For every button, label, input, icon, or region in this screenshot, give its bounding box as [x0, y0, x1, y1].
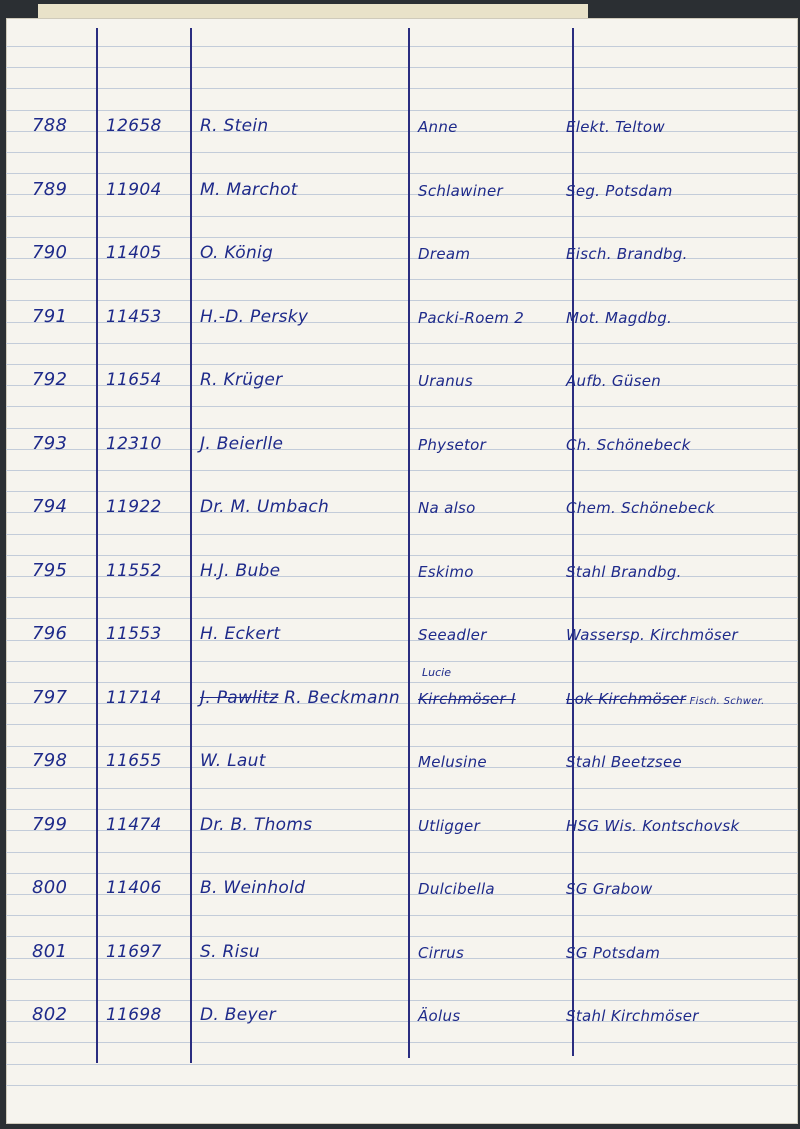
- entry-number: 11698: [106, 1005, 162, 1025]
- entry-name: J. Beierlle: [200, 434, 284, 454]
- struck-name: J. Pawlitz: [200, 688, 279, 708]
- entry-number: 11714: [106, 688, 162, 708]
- entry-boat: Eskimo: [418, 563, 474, 581]
- ruled-line: [6, 724, 798, 725]
- entry-row: [6, 293, 798, 333]
- ruled-line: [6, 67, 798, 68]
- entry-index: 794: [32, 496, 68, 517]
- ruled-line: [6, 852, 798, 853]
- entry-index: 801: [32, 941, 68, 962]
- entry-row: [6, 420, 798, 460]
- entry-name: M. Marchot: [200, 180, 298, 200]
- ruled-line: [6, 46, 798, 47]
- entry-row: [6, 737, 798, 777]
- entry-name-group: [200, 688, 400, 708]
- entry-number: 11553: [106, 624, 162, 644]
- entry-number: 11406: [106, 878, 162, 898]
- entry-club: Chem. Schönebeck: [566, 499, 716, 517]
- entry-club: HSG Wis. Kontschovsk: [566, 817, 740, 835]
- entry-club: Mot. Magdbg.: [566, 309, 673, 327]
- entry-number: 11655: [106, 751, 162, 771]
- entry-name: S. Risu: [200, 942, 260, 962]
- entry-club: Stahl Kirchmöser: [566, 1007, 699, 1025]
- entry-name: W. Laut: [200, 751, 266, 771]
- entry-row: [6, 666, 798, 714]
- entry-name: B. Weinhold: [200, 878, 306, 898]
- entry-club: Elekt. Teltow: [566, 118, 665, 136]
- entry-row: [6, 610, 798, 650]
- entry-club: Wassersp. Kirchmöser: [566, 626, 739, 644]
- entry-index: 793: [32, 433, 68, 454]
- entry-club: Aufb. Güsen: [566, 372, 662, 390]
- entry-boat: Schlawiner: [418, 182, 503, 200]
- entry-club: Seg. Potsdam: [566, 182, 673, 200]
- entry-row: [6, 991, 798, 1031]
- entry-boat: Physetor: [418, 436, 487, 454]
- entry-boat: Seeadler: [418, 626, 487, 644]
- entry-name: Dr. B. Thoms: [200, 815, 313, 835]
- entry-name: H.J. Bube: [200, 561, 281, 581]
- entry-club: SG Grabow: [566, 880, 653, 898]
- entry-number: 11552: [106, 561, 162, 581]
- entry-boat: Packi-Roem 2: [418, 309, 525, 327]
- entry-name: D. Beyer: [200, 1005, 276, 1025]
- entry-boat: Äolus: [418, 1007, 461, 1025]
- ruled-line: [6, 597, 798, 598]
- ruled-line: [6, 661, 798, 662]
- entry-boat: Utligger: [418, 817, 481, 835]
- ruled-line: [6, 88, 798, 89]
- entry-boat: Anne: [418, 118, 458, 136]
- entry-boat: Cirrus: [418, 944, 465, 962]
- entry-name: R. Stein: [200, 116, 269, 136]
- ruled-line: [6, 788, 798, 789]
- entry-name: Dr. M. Umbach: [200, 497, 330, 517]
- entry-row: [6, 928, 798, 968]
- entry-club: Ch. Schönebeck: [566, 436, 691, 454]
- entry-row: [6, 166, 798, 206]
- entry-number: 11405: [106, 243, 162, 263]
- ruled-line: [6, 279, 798, 280]
- ruled-line: [6, 470, 798, 471]
- ruled-line: [6, 1085, 798, 1086]
- entry-row: [6, 864, 798, 904]
- entry-boat: Melusine: [418, 753, 487, 771]
- entry-index: 789: [32, 179, 68, 200]
- entry-number: 11474: [106, 815, 162, 835]
- entry-row: [6, 547, 798, 587]
- ruled-line: [6, 534, 798, 535]
- entry-boat: Uranus: [418, 372, 473, 390]
- ruled-line: [6, 979, 798, 980]
- entry-index: 799: [32, 814, 68, 835]
- entry-number: 11697: [106, 942, 162, 962]
- entry-number: 11904: [106, 180, 162, 200]
- entry-index: 796: [32, 623, 68, 644]
- entry-number: 12310: [106, 434, 162, 454]
- entry-index: 792: [32, 369, 68, 390]
- entry-index: 797: [32, 687, 68, 708]
- entry-index: 798: [32, 750, 68, 771]
- struck-club: Lok Kirchmöser: [566, 690, 687, 708]
- entry-boat: Kirchmöser I: [418, 690, 516, 708]
- entry-club: Stahl Brandbg.: [566, 563, 682, 581]
- entry-index: 788: [32, 115, 68, 136]
- entry-row: [6, 356, 798, 396]
- entry-index: 795: [32, 560, 68, 581]
- entry-number: 12658: [106, 116, 162, 136]
- entry-boat: Dulcibella: [418, 880, 495, 898]
- entry-club-group: [566, 690, 765, 708]
- ruled-line: [6, 1042, 798, 1043]
- entry-number: 11654: [106, 370, 162, 390]
- entry-club: Fisch. Schwer.: [686, 696, 765, 707]
- entry-name: H. Eckert: [200, 624, 281, 644]
- entry-boat: Dream: [418, 245, 471, 263]
- entry-row: [6, 102, 798, 142]
- ruled-line: [6, 406, 798, 407]
- entry-name: O. König: [200, 243, 274, 263]
- entry-index: 800: [32, 877, 68, 898]
- entry-number: 11453: [106, 307, 162, 327]
- entry-club: SG Potsdam: [566, 944, 661, 962]
- ruled-line: [6, 1064, 798, 1065]
- boat-correction-note: Lucie: [422, 666, 451, 679]
- entry-row: [6, 483, 798, 523]
- entry-club: Stahl Beetzsee: [566, 753, 683, 771]
- entry-club: Eisch. Brandbg.: [566, 245, 688, 263]
- ledger-page: [6, 18, 798, 1124]
- entry-boat: Na also: [418, 499, 476, 517]
- entry-index: 790: [32, 242, 68, 263]
- entry-name: R. Krüger: [200, 370, 283, 390]
- entry-row: [6, 801, 798, 841]
- ruled-line: [6, 216, 798, 217]
- entry-row: [6, 229, 798, 269]
- entry-index: 791: [32, 306, 68, 327]
- ruled-line: [6, 152, 798, 153]
- entry-index: 802: [32, 1004, 68, 1025]
- ruled-line: [6, 915, 798, 916]
- entry-name: R. Beckmann: [278, 688, 400, 708]
- entry-name: H.-D. Persky: [200, 307, 309, 327]
- ruled-line: [6, 343, 798, 344]
- entry-number: 11922: [106, 497, 162, 517]
